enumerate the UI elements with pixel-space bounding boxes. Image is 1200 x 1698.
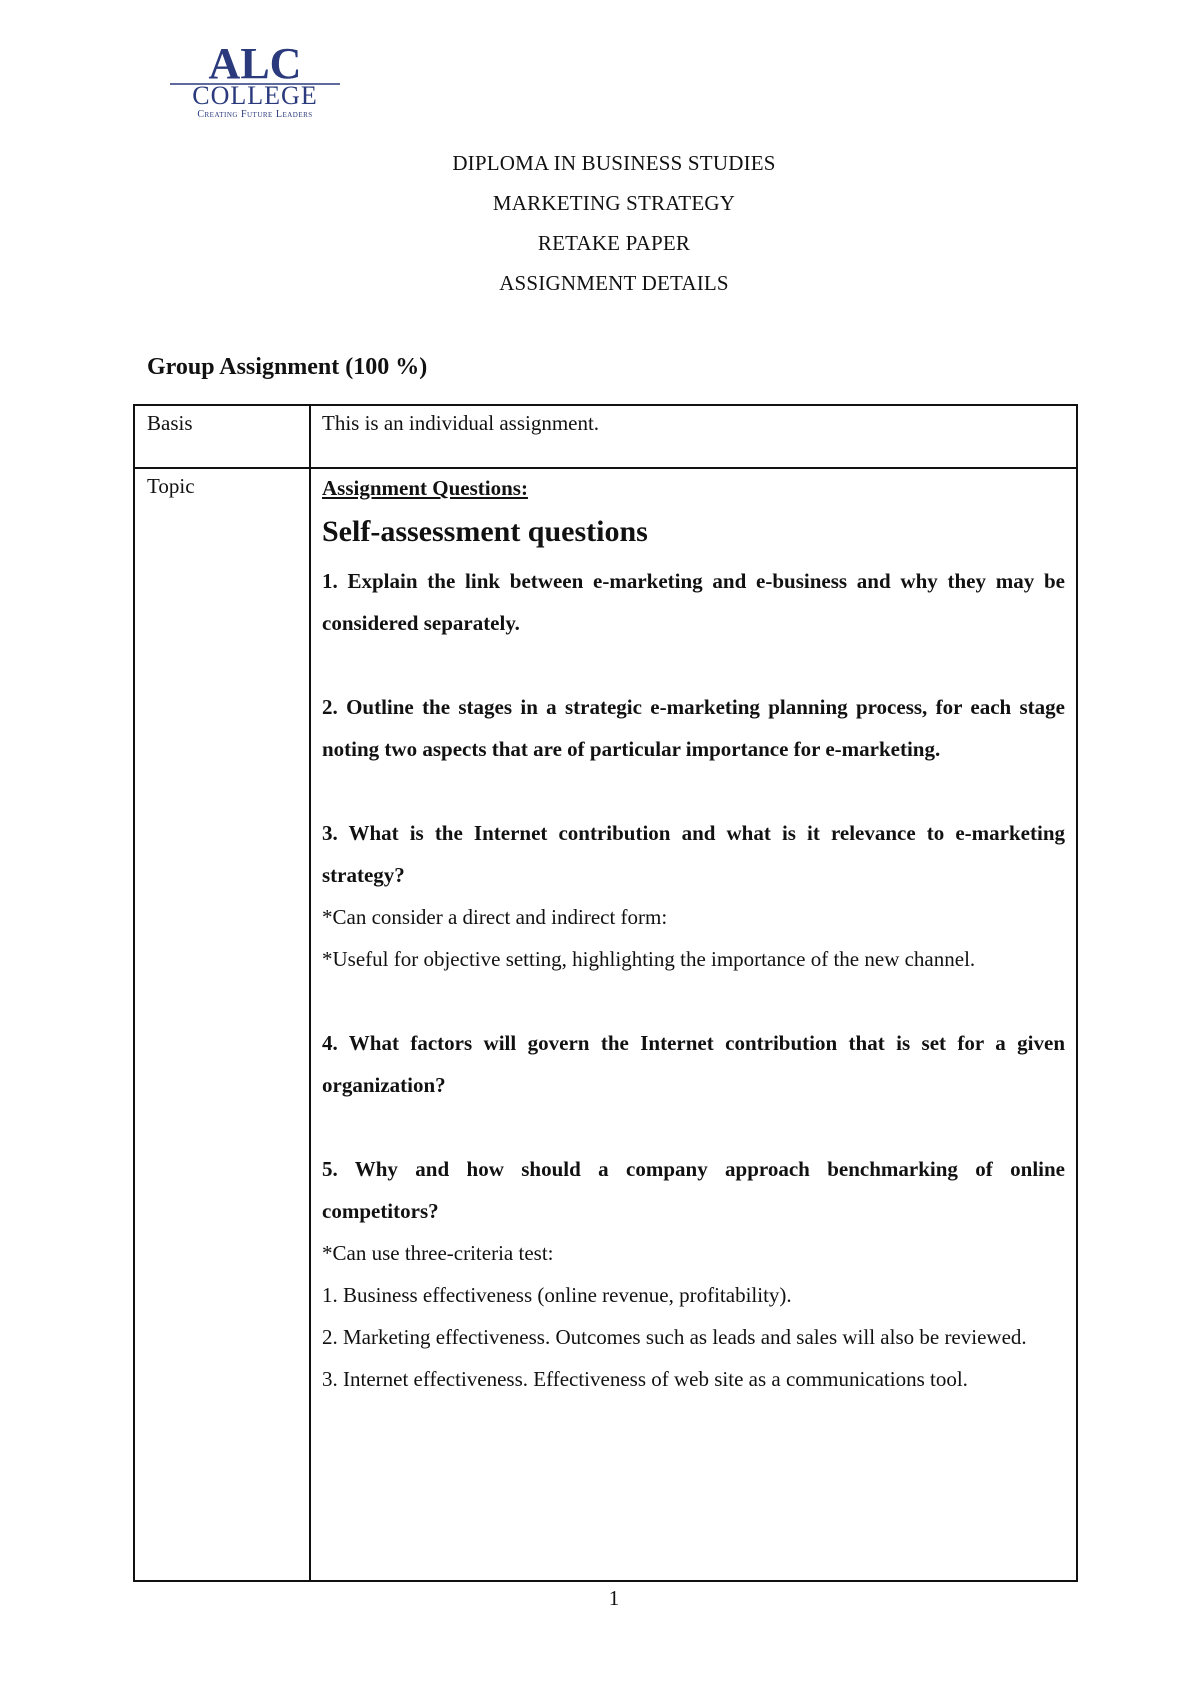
- logo-line2: COLLEGE: [192, 81, 318, 110]
- document-headings: [0, 143, 1200, 303]
- question-5: 5. Why and how should a company approach benchmarking of online competitors?: [322, 1157, 1065, 1223]
- table-row-topic: [134, 468, 1077, 1581]
- college-logo-graphic: [166, 40, 344, 120]
- self-assessment-heading: Self-assessment questions: [322, 515, 648, 548]
- logo-line1: ALC: [208, 40, 302, 88]
- spacer: [322, 770, 1065, 812]
- basis-label: Basis: [134, 405, 310, 468]
- basis-value: This is an individual assignment.: [310, 405, 1077, 468]
- topic-content: [310, 468, 1077, 1581]
- question-5-note-4: 3. Internet effectiveness. Effectiveness of web site as a communications tool.: [322, 1367, 968, 1391]
- table-row-basis: [134, 405, 1077, 468]
- question-3: 3. What is the Internet contribution and what is it relevance to e-marketing strategy?: [322, 821, 1065, 887]
- assignment-questions-heading: Assignment Questions:: [322, 476, 528, 500]
- question-1: 1. Explain the link between e-marketing and e-business and why they may be considered separately.: [322, 569, 1065, 635]
- page-number: 1: [608, 1586, 620, 1610]
- question-5-note-2: 1. Business effectiveness (online revenue, profitability).: [322, 1283, 792, 1307]
- spacer: [322, 644, 1065, 686]
- question-2: 2. Outline the stages in a strategic e-marketing planning process, for each stage noting two aspects that are of particular importance for e-marketing.: [322, 695, 1065, 761]
- question-3-note-2: *Useful for objective setting, highlighting the importance of the new channel.: [322, 947, 976, 971]
- spacer: [322, 980, 1065, 1022]
- question-4: 4. What factors will govern the Internet contribution that is set for a given organization?: [322, 1031, 1065, 1097]
- assignment-table: [133, 404, 1078, 1582]
- heading-module: MARKETING STRATEGY: [492, 191, 736, 215]
- topic-label: Topic: [134, 468, 310, 1581]
- question-3-note-1: *Can consider a direct and indirect form:: [322, 905, 668, 929]
- heading-assignment-details: ASSIGNMENT DETAILS: [499, 271, 729, 295]
- college-logo: [166, 40, 344, 120]
- heading-program: DIPLOMA IN BUSINESS STUDIES: [452, 151, 776, 175]
- spacer: [322, 1106, 1065, 1148]
- question-5-note-1: *Can use three-criteria test:: [322, 1241, 554, 1265]
- heading-paper-type: RETAKE PAPER: [537, 231, 691, 255]
- question-5-note-3: 2. Marketing effectiveness. Outcomes such as leads and sales will also be reviewed.: [322, 1325, 1027, 1349]
- group-assignment-title: Group Assignment (100 %): [147, 354, 428, 380]
- logo-tagline: Creating Future Leaders: [197, 109, 313, 120]
